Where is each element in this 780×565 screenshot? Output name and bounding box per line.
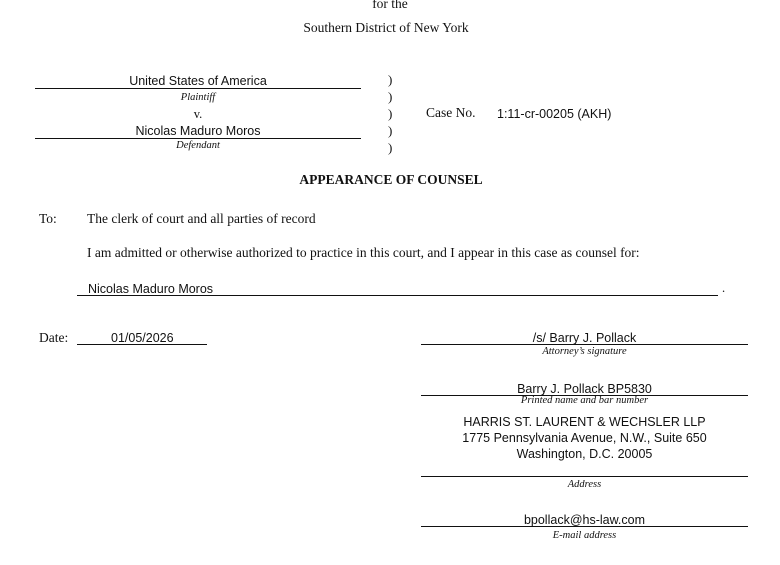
defendant-name: Nicolas Maduro Moros <box>135 124 261 138</box>
caption-paren: ) <box>388 72 393 87</box>
client-trailing-period: . <box>722 281 726 295</box>
defendant-role: Defendant <box>176 140 220 151</box>
case-no-value: 1:11-cr-00205 (AKH) <box>497 107 612 121</box>
plaintiff-role: Plaintiff <box>180 92 216 103</box>
date-label: Date: <box>39 330 69 345</box>
plaintiff-name: United States of America <box>129 74 267 88</box>
date-value: 01/05/2026 <box>111 331 174 345</box>
printed-name-caption: Printed name and bar number <box>520 395 649 406</box>
to-label: To: <box>39 211 57 226</box>
signature-line <box>421 344 748 345</box>
email-address: bpollack@hs-law.com <box>523 513 646 527</box>
client-name-line <box>77 295 718 296</box>
caption-paren: ) <box>388 89 393 104</box>
email-caption: E-mail address <box>552 530 617 541</box>
caption-paren: ) <box>388 123 393 138</box>
email-line <box>421 526 748 527</box>
client-name: Nicolas Maduro Moros <box>88 282 214 296</box>
date-line <box>77 344 207 345</box>
address-line-1: 1775 Pennsylvania Avenue, N.W., Suite 650 <box>462 431 707 445</box>
document-title: APPEARANCE OF COUNSEL <box>299 172 483 187</box>
defendant-name-line <box>35 138 361 139</box>
versus: v. <box>193 107 203 121</box>
appearance-statement: I am admitted or otherwise authorized to practice in this court, and I appear in this case as counsel for: <box>87 245 640 260</box>
address-line <box>421 476 748 477</box>
to-text: The clerk of court and all parties of record <box>87 211 316 226</box>
attorney-signature: /s/ Barry J. Pollack <box>532 331 637 345</box>
signature-caption: Attorney’s signature <box>542 346 627 357</box>
address-line-2: Washington, D.C. 20005 <box>516 447 653 461</box>
case-no-label: Case No. <box>426 105 476 120</box>
court-district: Southern District of New York <box>303 20 469 35</box>
plaintiff-name-line <box>35 88 361 89</box>
address-caption: Address <box>567 479 602 490</box>
court-header-for-the: for the <box>372 0 408 11</box>
printed-name: Barry J. Pollack BP5830 <box>517 382 652 396</box>
firm-name: HARRIS ST. LAURENT & WECHSLER LLP <box>463 415 706 429</box>
caption-paren: ) <box>388 140 393 155</box>
caption-paren: ) <box>388 106 393 121</box>
